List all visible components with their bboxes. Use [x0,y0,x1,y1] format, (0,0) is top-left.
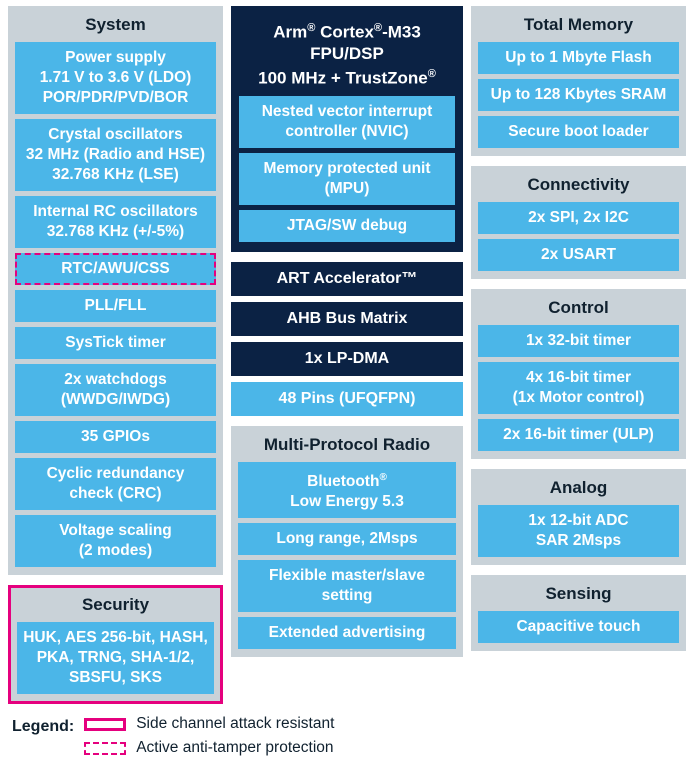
system-item-power-supply: Power supply 1.71 V to 3.6 V (LDO) POR/PDR/PVD/BOR [15,42,216,114]
group-system [8,6,223,575]
group-total-memory-title: Total Memory [523,15,634,34]
core-title-line2: FPU/DSP [310,43,384,63]
legend-rows [84,714,334,758]
group-radio [231,426,463,657]
sensing-item-capacitive-touch: Capacitive touch [478,611,679,643]
radio-item-flexible-master-slave: Flexible master/slave setting [238,560,456,612]
group-total-memory [471,6,686,156]
system-item-crc: Cyclic redundancy check (CRC) [15,458,216,510]
bus-item-pins: 48 Pins (UFQFPN) [231,382,463,416]
legend-swatch-dashed-icon [84,742,126,755]
system-item-pll-fll: PLL/FLL [15,290,216,322]
group-radio-title: Multi-Protocol Radio [263,435,431,455]
system-item-rtc-awu-css: RTC/AWU/CSS [15,253,216,285]
group-sensing-title: Sensing [545,584,612,603]
legend-label: Legend: [12,718,75,735]
legend-row-side-channel [84,714,334,734]
group-connectivity [471,166,686,279]
core-item-jtag-sw-debug: JTAG/SW debug [239,210,455,242]
group-core-title [239,14,455,96]
radio-item-bluetooth-le: Bluetooth® Low Energy 5.3 [238,462,456,518]
legend-text-anti-tamper: Active anti-tamper protection [136,739,334,756]
radio-item-extended-advertising: Extended advertising [238,617,456,649]
group-core [231,6,463,252]
diagram-columns [8,6,692,704]
control-item-16bit-timer-motor: 4x 16-bit timer (1x Motor control) [478,362,679,414]
group-security [8,585,223,704]
column-right [471,6,686,651]
bus-item-ahb-bus-matrix: AHB Bus Matrix [231,302,463,336]
core-title-line3: 100 MHz + TrustZone® [258,67,436,88]
system-item-watchdogs: 2x watchdogs (WWDG/IWDG) [15,364,216,416]
security-item-crypto: HUK, AES 256-bit, HASH, PKA, TRNG, SHA-1/2, SBSFU, SKS [17,622,214,694]
control-item-16bit-timer-ulp: 2x 16-bit timer (ULP) [478,419,679,451]
system-item-internal-rc-oscillators: Internal RC oscillators 32.768 KHz (+/-5%) [15,196,216,248]
memory-item-secure-boot-loader: Secure boot loader [478,116,679,148]
group-security-title: Security [81,595,150,614]
legend-row-anti-tamper [84,738,334,758]
memory-item-flash: Up to 1 Mbyte Flash [478,42,679,74]
group-control [471,289,686,459]
group-control-title: Control [548,298,609,317]
group-connectivity-title: Connectivity [527,175,630,194]
group-analog-title: Analog [549,478,608,497]
connectivity-item-usart: 2x USART [478,239,679,271]
legend [8,714,692,758]
group-system-title: System [85,15,146,34]
memory-item-sram: Up to 128 Kbytes SRAM [478,79,679,111]
system-item-voltage-scaling: Voltage scaling (2 modes) [15,515,216,567]
system-item-systick-timer: SysTick timer [15,327,216,359]
group-analog [471,469,686,565]
group-sensing [471,575,686,651]
system-item-crystal-oscillators: Crystal oscillators 32 MHz (Radio and HSE) 32.768 KHz (LSE) [15,119,216,191]
analog-item-adc: 1x 12-bit ADC SAR 2Msps [478,505,679,557]
core-title-line1: Arm® Cortex®-M33 [273,22,421,42]
system-item-gpios: 35 GPIOs [15,421,216,453]
group-bus [231,262,463,416]
connectivity-item-spi-i2c: 2x SPI, 2x I2C [478,202,679,234]
bus-item-lp-dma: 1x LP-DMA [231,342,463,376]
bus-item-art-accelerator: ART Accelerator™ [231,262,463,296]
column-middle [231,6,463,657]
control-item-32bit-timer: 1x 32-bit timer [478,325,679,357]
legend-text-side-channel: Side channel attack resistant [136,715,335,732]
legend-swatch-solid-icon [84,718,126,731]
core-item-nvic: Nested vector interrupt controller (NVIC) [239,96,455,148]
core-item-mpu: Memory protected unit (MPU) [239,153,455,205]
radio-item-long-range: Long range, 2Msps [238,523,456,555]
column-left [8,6,223,704]
